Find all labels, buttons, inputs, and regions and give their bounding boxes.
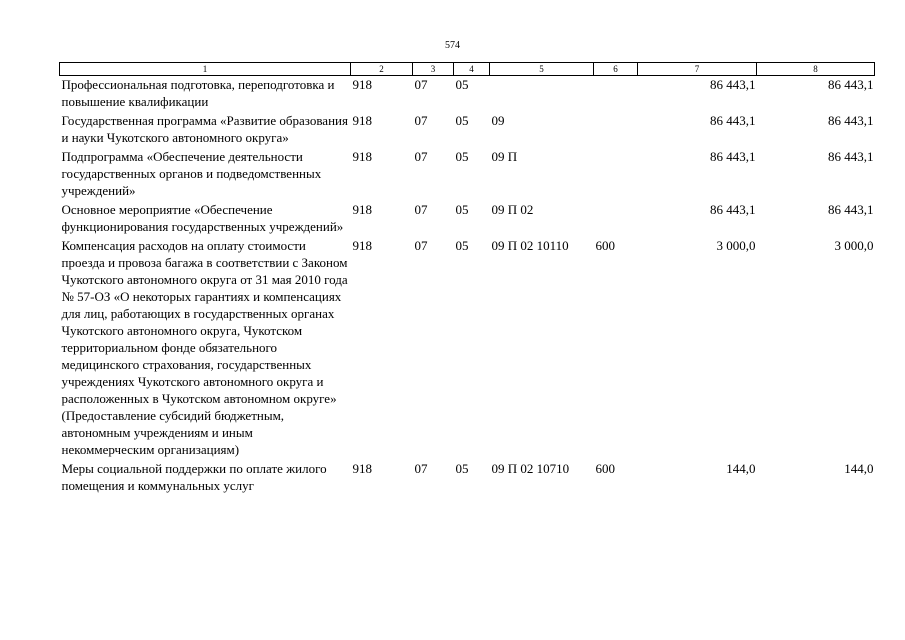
column-header-6: 6 (594, 63, 638, 76)
table-row (60, 148, 875, 201)
cell-col6: 600 (595, 461, 615, 476)
cell-col3: 07 (414, 77, 428, 92)
cell-col8: 3 000,0 (834, 238, 874, 253)
cell-col8: 86 443,1 (828, 149, 874, 164)
cell-col5: 09 П 02 10110 (491, 238, 569, 253)
row-name: Профессиональная подготовка, переподготовка и повышение квалификации (61, 77, 335, 109)
cell-col6 (594, 112, 638, 148)
cell-col5: 09 П 02 (491, 202, 534, 217)
table-row (60, 201, 875, 237)
column-header-3: 3 (413, 63, 454, 76)
column-header-4: 4 (454, 63, 490, 76)
cell-col6: 600 (595, 238, 615, 253)
cell-col2: 918 (352, 77, 372, 92)
cell-col7: 86 443,1 (710, 77, 756, 92)
cell-col3: 07 (414, 149, 428, 164)
cell-col5 (490, 76, 594, 113)
cell-col7: 144,0 (726, 461, 756, 476)
cell-col5: 09 П 02 10710 (491, 461, 570, 476)
cell-col8: 86 443,1 (828, 202, 874, 217)
column-header-7: 7 (638, 63, 757, 76)
table-row (60, 76, 875, 113)
cell-col4: 05 (455, 77, 469, 92)
table-row (60, 460, 875, 496)
cell-col2: 918 (352, 238, 372, 253)
cell-col3: 07 (414, 113, 428, 128)
cell-col6 (594, 76, 638, 113)
cell-col2: 918 (352, 149, 372, 164)
column-header-8: 8 (757, 63, 875, 76)
budget-table (59, 62, 875, 496)
cell-col3: 07 (414, 202, 428, 217)
row-name: Компенсация расходов на оплату стоимости проезда и провоза багажа в соответствии с Законом Чукотского автономного округа от 31 мая 2010 года № 57-ОЗ «О некоторых гарантиях и компенсациях для лиц, работающих в государственных органах Чукотского автономного округа, Чукотском территориальном фонде обязательного медицинского страхования, государственных учреждениях Чукотского автономного округа и расположенных в Чукотском автономном округе» (Предоставление субсидий бюджетным, автономным учреждениям и иным некоммерческим организациям) (61, 238, 348, 457)
cell-col7: 86 443,1 (710, 149, 756, 164)
cell-col8: 144,0 (844, 461, 874, 476)
cell-col2: 918 (352, 113, 372, 128)
cell-col8: 86 443,1 (828, 113, 874, 128)
cell-col7: 3 000,0 (716, 238, 756, 253)
cell-col5: 09 (491, 113, 505, 128)
cell-col4: 05 (455, 113, 469, 128)
cell-col2: 918 (352, 461, 372, 476)
cell-col4: 05 (455, 149, 469, 164)
row-name: Основное мероприятие «Обеспечение функционирования государственных учреждений» (61, 202, 344, 234)
table-row (60, 112, 875, 148)
page-number: 574 (445, 40, 460, 51)
row-name: Подпрограмма «Обеспечение деятельности государственных органов и подведомственных учреждений» (61, 149, 322, 198)
cell-col6 (594, 201, 638, 237)
cell-col4: 05 (455, 202, 469, 217)
cell-col7: 86 443,1 (710, 113, 756, 128)
row-name: Меры социальной поддержки по оплате жилого помещения и коммунальных услуг (61, 461, 327, 493)
cell-col2: 918 (352, 202, 372, 217)
cell-col4: 05 (455, 461, 469, 476)
cell-col3: 07 (414, 238, 428, 253)
cell-col4: 05 (455, 238, 469, 253)
table-row (60, 237, 875, 460)
cell-col3: 07 (414, 461, 428, 476)
row-name: Государственная программа «Развитие образования и науки Чукотского автономного округа» (61, 113, 348, 145)
cell-col6 (594, 148, 638, 201)
column-header-1: 1 (60, 63, 351, 76)
column-header-5: 5 (490, 63, 594, 76)
cell-col7: 86 443,1 (710, 202, 756, 217)
header-row (60, 63, 875, 76)
column-header-2: 2 (351, 63, 413, 76)
cell-col5: 09 П (491, 149, 518, 164)
cell-col8: 86 443,1 (828, 77, 874, 92)
